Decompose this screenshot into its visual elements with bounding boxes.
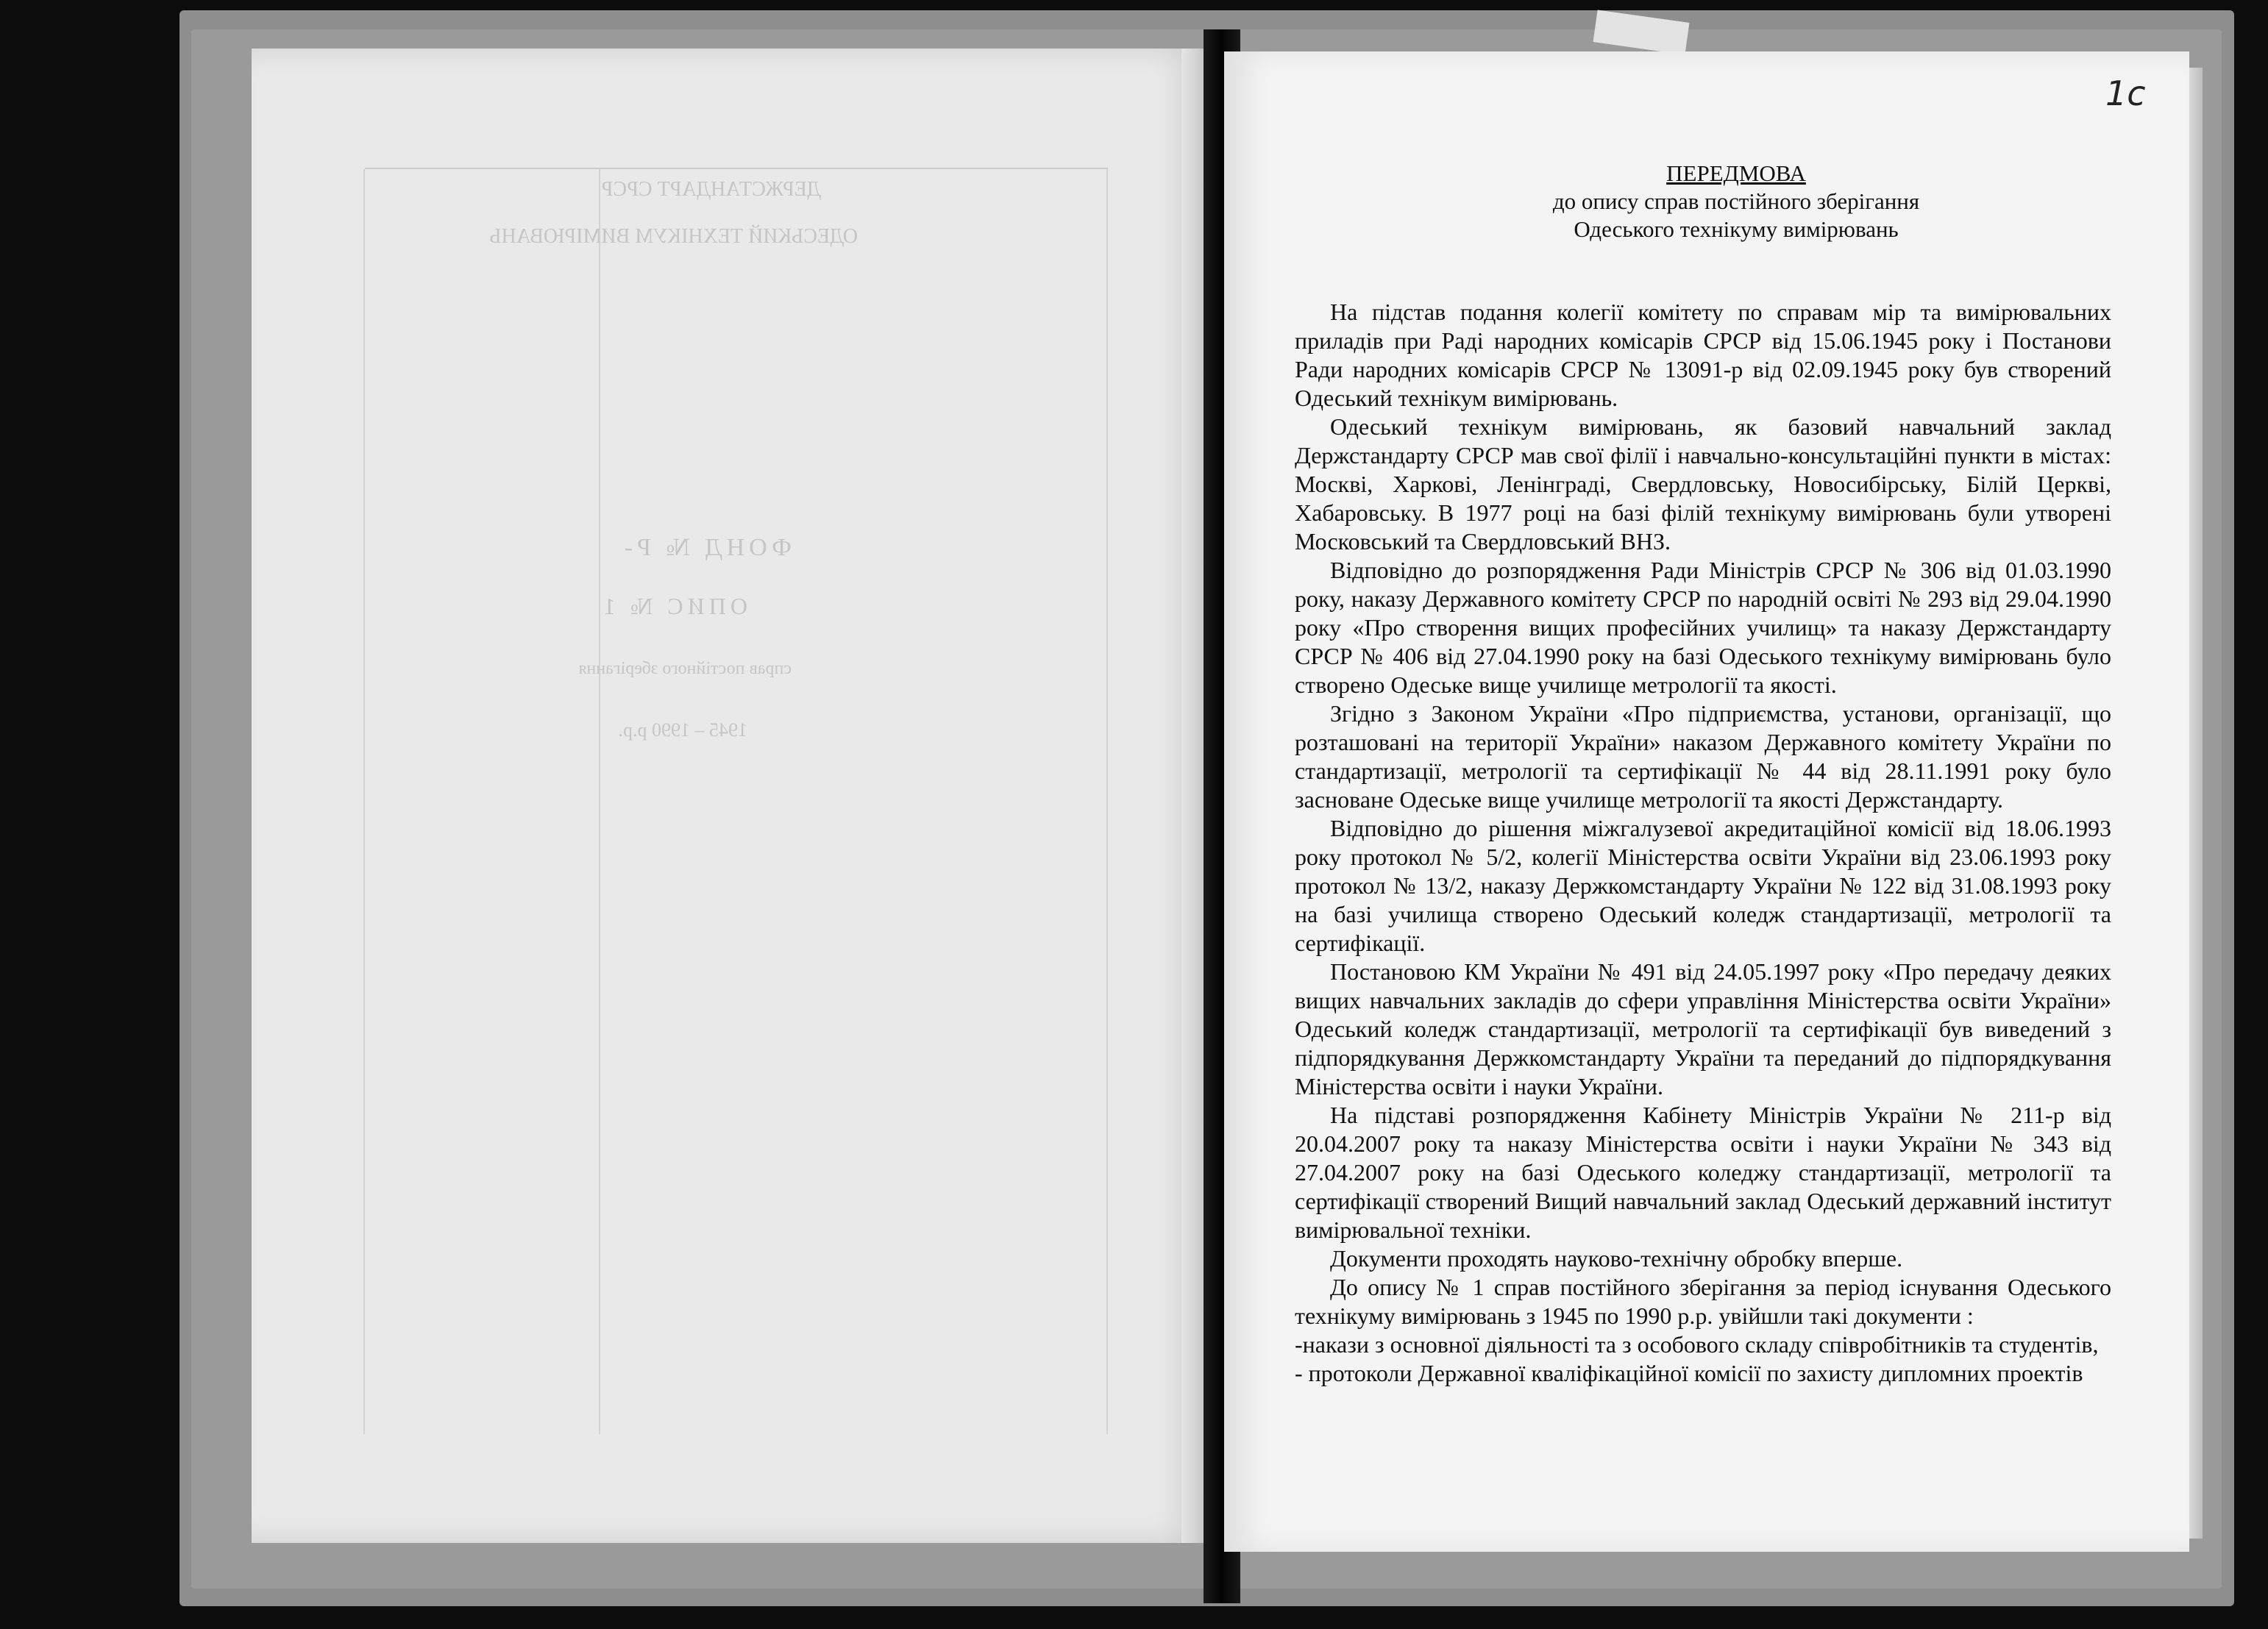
list-item: - протоколи Державної кваліфікаційної комісії по захисту дипломних проектів bbox=[1295, 1360, 2083, 1386]
ghost-text: справ постійного зберігання bbox=[578, 659, 792, 678]
paragraph: На підставі розпорядження Кабінету Міністрів України № 211-р від 20.04.2007 року та наказу Міністерства освіти і науки України № 343 від 27.04.2007 року на базі Одеського коледжу стандартизації, метрології та сертифікації створений Вищий навчальний заклад Одеський державний інститут вимірювальної техніки. bbox=[1295, 1102, 2111, 1243]
ghost-text: ОДЕСЬКИЙ ТЕХНІКУМ ВИМІРЮВАНЬ bbox=[489, 225, 858, 248]
paragraph: Документи проходять науково-технічну обробку вперше. bbox=[1330, 1245, 1903, 1272]
paragraph: На підстав подання колегії комітету по справам мір та вимірювальних приладів при Раді народних комісарів СРСР від 15.06.1945 року і Постанови Ради народних комісарів СРСР № 13091-р від 02.09.1945 року був створений Одеський технікум вимірювань. bbox=[1295, 299, 2111, 411]
ghost-text: 1945 – 1990 р.р. bbox=[618, 719, 747, 741]
ghost-text: ФОНД № Р- bbox=[619, 534, 792, 561]
ghost-column-line bbox=[363, 169, 365, 1434]
ghost-column-line bbox=[599, 169, 600, 1434]
paragraph: Одеський технікум вимірювань, як базовий навчальний заклад Держстандарту СРСР мав свої філії і навчально-консультаційні пункти в містах: Москві, Харкові, Ленінграді, Свердловську, Новосибірську, Білій Церкві, Хабаровську. В 1977 році на базі філій технікуму вимірювань були утворені Московський та Свердловський ВНЗ. bbox=[1295, 413, 2111, 555]
ghost-text: ОПИС № 1 bbox=[599, 593, 747, 619]
ghost-column-line bbox=[1106, 169, 1108, 1434]
document-subtitle: до опису справ постійного зберігання bbox=[1552, 188, 1920, 214]
document-title: ПЕРЕДМОВА bbox=[1666, 160, 1806, 186]
document-subtitle: Одеського технікуму вимірювань bbox=[1574, 216, 1899, 242]
left-page-show-through bbox=[252, 49, 1204, 1543]
page-number: 1с bbox=[2105, 74, 2146, 113]
paragraph: Відповідно до рішення міжгалузевої акредитаційної комісії від 18.06.1993 року протокол № 5/2, колегії Міністерства освіти України від 23.06.1993 року протокол № 13/2, наказу Держкомстандарту України № 122 від 31.08.1993 року на базі училища створено Одеський коледж стандартизації, метрології та сертифікації. bbox=[1295, 815, 2111, 956]
ghost-table bbox=[365, 168, 1108, 1434]
paragraph: До опису № 1 справ постійного зберігання за період існування Одеського технікуму вимірювань з 1945 по 1990 р.р. увійшли такі документи : bbox=[1295, 1274, 2111, 1329]
right-page-edge bbox=[2189, 68, 2203, 1539]
paragraph: Згідно з Законом України «Про підприємства, установи, організації, що розташовані на території України» наказом Державного комітету України по стандартизації, метрології та сертифікації № 44 від 28.11.1991 року було засноване Одеське вище училище метрології та якості Держстандарту. bbox=[1295, 700, 2111, 813]
paragraph: Постановою КМ України № 491 від 24.05.1997 року «Про передачу деяких вищих навчальних закладів до сфери управління Міністерства освіти України» Одеський коледж стандартизації, метрології та сертифікації був виведений з підпорядкування Держкомстандарту України та переданий до підпорядкування Міністерства освіти і науки України. bbox=[1295, 958, 2111, 1099]
paragraph: Відповідно до розпорядження Ради Міністрів СРСР № 306 від 01.03.1990 року, наказу Державного комітету СРСР по народній освіті № 293 від 29.04.1990 року «Про створення вищих професійних училищ» та наказу Держстандарту СРСР № 406 від 27.04.1990 року на базі Одеського технікуму вимірювань було створено Одеське вище училище метрології та якості. bbox=[1295, 557, 2111, 698]
list-item: -накази з основної діяльності та з особового складу співробітників та студентів, bbox=[1295, 1331, 2099, 1358]
ghost-text: ДЕРЖСТАНДАРТ СРСР bbox=[601, 178, 821, 201]
document-body bbox=[1295, 298, 2111, 1388]
